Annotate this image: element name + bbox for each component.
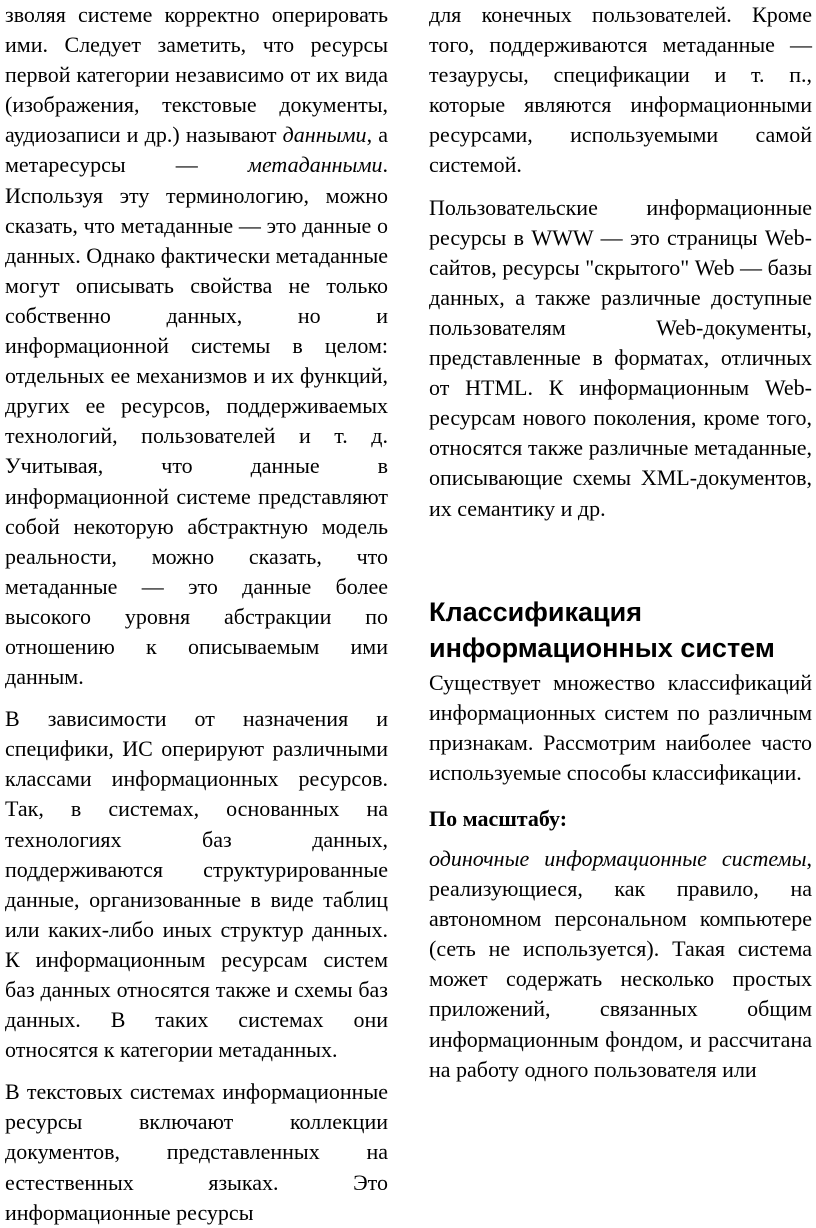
paragraph-text: зволяя системе корректно оперировать ими. Следует заметить, что ресурсы первой категории независимо от их вида (изображения, текстовые документы, аудиозаписи и др.) называют (5, 2, 388, 148)
heading-line-1: Классификация (429, 596, 642, 627)
left-column (5, 0, 388, 1228)
paragraph-www-resources: Пользовательские информационные ресурсы в WWW — это страницы Web-сайтов, ресурсы "скрытого" Web — базы данных, а также различные доступные пользователям Web-документы, представленные в форматах, отличных от HTML. К информационным Web-ресурсам нового поколения, кроме того, относятся также различные метаданные, описывающие схемы XML-документов, их семантику и др. (429, 194, 812, 521)
subheading-by-scale: По масштабу: (429, 805, 568, 831)
term-metadata: метаданными (247, 152, 383, 178)
section-heading (429, 594, 812, 666)
term-single-systems: одиночные информационные системы (429, 845, 807, 871)
paragraph-metadata-definition (5, 0, 388, 692)
term-data: данными (282, 122, 367, 148)
paragraph-single-systems (429, 844, 812, 1085)
paragraph-text: . Используя эту терминологию, можно сказать, что метаданные — это данные о данных. Однако фактически метаданные могут описывать свойства не только собственно данных, но и информационной системы в целом: отдельных ее механизмов и их функций, других ее ресурсов, поддерживаемых технологий, пользователей и т. д. Учитывая, что данные в информационной системе представляют собой некоторую абстрактную модель реальности, можно сказать, что метаданные — это данные более высокого уровня абстракции по отношению к описываемым ими данным. (5, 152, 388, 690)
paragraph-classification-intro: Существует множество классификаций информационных систем по различным признакам. Рассмотрим наиболее часто используемые способы классификации. (429, 669, 812, 785)
paragraph-text: , реализующиеся, как правило, на автономном персональном компьютере (сеть не используется). Такая система может содержать несколько простых приложений, связанных общим информационным фондом, и рассчитана на работу одного пользователя или (429, 845, 812, 1082)
paragraph-end-users: для конечных пользователей. Кроме того, поддерживаются метаданные — тезаурусы, спецификации и т. п., которые являются информационными ресурсами, используемыми самой системой. (429, 2, 812, 178)
paragraph-text-systems: В текстовых системах информационные ресурсы включают коллекции документов, представленных на естественных языках. Это информационные ресурсы (5, 1079, 388, 1225)
paragraph-text: , а метаресурсы — (5, 122, 389, 178)
heading-line-2: информационных систем (429, 632, 775, 663)
right-column (429, 0, 812, 1085)
paragraph-resource-classes: В зависимости от назначения и специфики, ИС оперируют различными классами информационных ресурсов. Так, в системах, основанных на технологиях баз данных, поддерживаются структурированные данные, организованные в виде таблиц или каких-либо иных структур данных. К информационным ресурсам систем баз данных относятся также и схемы баз данных. В таких системах они относятся к категории метаданных. (5, 706, 388, 1063)
